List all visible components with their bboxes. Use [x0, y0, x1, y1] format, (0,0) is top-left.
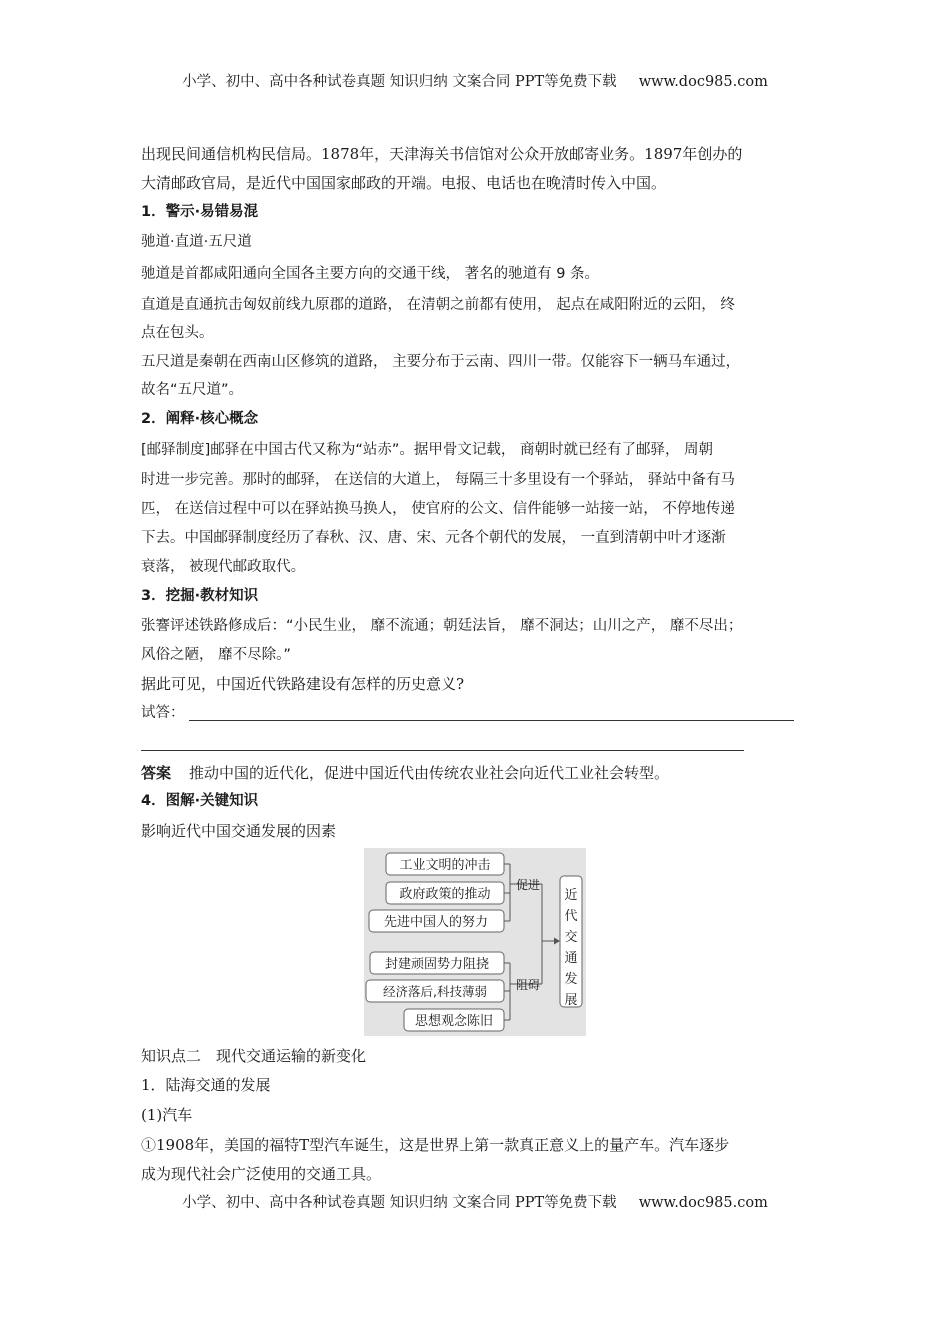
factors-diagram [364, 848, 586, 1036]
automobile-heading: (1)汽车 [141, 1106, 193, 1124]
try-answer-label: 试答： [141, 705, 185, 721]
section-1-subtitle: 驰道·直道·五尺道 [141, 234, 252, 250]
result-char-6: 展 [564, 993, 578, 1008]
promote-factor-2: 政府政策的推动 [399, 887, 491, 902]
chidao-paragraph: 驰道是首都咸阳通向全国各主要方向的交通干线， 著名的驰道有 9 条。 [141, 266, 600, 282]
header-url: www.doc985.com [638, 74, 768, 90]
postal-relay-line-5: 衰落， 被现代邮政取代。 [141, 559, 306, 575]
answer-label: 答案 [141, 764, 172, 782]
hinder-factor-1: 封建顽固势力阻挠 [384, 957, 490, 972]
answer-blank-line-1 [189, 720, 794, 721]
header-text: 小学、初中、高中各种试卷真题 知识归纳 文案合同 PPT等免费下载 [182, 74, 617, 90]
postal-relay-line-1: [邮驿制度]邮驿在中国古代又称为“站赤”。据甲骨文记载， 商朝时就已经有了邮驿， 周朝 [141, 442, 714, 458]
quote-line-1: 张謇评述铁路修成后：“小民生业， 靡不流通；朝廷法旨， 靡不洞达；山川之产， 靡不尽出； [141, 618, 743, 634]
result-char-2: 代 [564, 909, 578, 924]
answer-line [141, 763, 669, 783]
promote-label: 促进 [515, 878, 541, 892]
footer-url: www.doc985.com [638, 1195, 768, 1211]
section-1-heading: 1．警示·易错易混 [141, 204, 259, 220]
automobile-paragraph-line-2: 成为现代社会广泛使用的交通工具。 [141, 1165, 382, 1183]
intro-line-1: 出现民间通信机构民信局。1878年，天津海关书信馆对公众开放邮寄业务。1897年创办的 [141, 145, 743, 163]
postal-relay-line-4: 下去。中国邮驿制度经历了春秋、汉、唐、宋、元各个朝代的发展， 一直到清朝中叶才逐渐 [141, 530, 726, 546]
postal-relay-line-2: 时进一步完善。那时的邮驿， 在送信的大道上， 每隔三十多里设有一个驿站， 驿站中备有马 [141, 472, 735, 488]
answer-blank-line-2 [141, 750, 744, 751]
result-char-4: 通 [564, 951, 578, 966]
zhidao-paragraph-line-2: 点在包头。 [141, 325, 214, 341]
postal-relay-line-3: 匹， 在送信过程中可以在驿站换马换人， 使官府的公文、信件能够一站接一站， 不停地传递 [141, 501, 735, 517]
result-char-1: 近 [564, 888, 578, 903]
section-4-heading: 4．图解·关键知识 [141, 793, 259, 809]
result-char-5: 发 [564, 972, 578, 987]
diagram-background [364, 848, 586, 1036]
promote-factor-1: 工业文明的冲击 [399, 858, 491, 873]
answer-text: 推动中国的近代化，促进中国近代由传统农业社会向近代工业社会转型。 [189, 764, 670, 782]
wuchidao-paragraph-line-2: 故名“五尺道”。 [141, 382, 244, 398]
hinder-factor-2: 经济落后,科技薄弱 [383, 984, 487, 999]
section-3-heading: 3．挖掘·教材知识 [141, 588, 259, 604]
land-sea-heading: 1．陆海交通的发展 [141, 1076, 271, 1094]
automobile-paragraph-line-1: ①1908年，美国的福特T型汽车诞生，这是世界上第一款真正意义上的量产车。汽车逐步 [141, 1136, 730, 1154]
page-header [0, 70, 950, 91]
promote-factor-3: 先进中国人的努力 [383, 915, 489, 930]
quote-line-2: 风俗之陋， 靡不尽除。” [141, 647, 291, 663]
hinder-label: 阻碍 [515, 978, 541, 992]
hinder-factor-3: 思想观念陈旧 [414, 1014, 494, 1029]
diagram-caption: 影响近代中国交通发展的因素 [141, 822, 337, 840]
wuchidao-paragraph-line-1: 五尺道是秦朝在西南山区修筑的道路， 主要分布于云南、四川一带。仅能容下一辆马车通过， [141, 354, 741, 370]
result-char-3: 交 [564, 930, 578, 945]
footer-text: 小学、初中、高中各种试卷真题 知识归纳 文案合同 PPT等免费下载 [182, 1195, 617, 1211]
intro-line-2: 大清邮政官局，是近代中国国家邮政的开端。电报、电话也在晚清时传入中国。 [141, 174, 667, 192]
question-text: 据此可见，中国近代铁路建设有怎样的历史意义? [141, 675, 465, 693]
section-2-heading: 2．阐释·核心概念 [141, 411, 259, 427]
zhidao-paragraph-line-1: 直道是直通抗击匈奴前线九原郡的道路， 在清朝之前都有使用， 起点在咸阳附近的云阳， 终 [141, 297, 735, 313]
knowledge-point-2-heading: 知识点二 现代交通运输的新变化 [141, 1047, 367, 1065]
page-footer [0, 1191, 950, 1212]
